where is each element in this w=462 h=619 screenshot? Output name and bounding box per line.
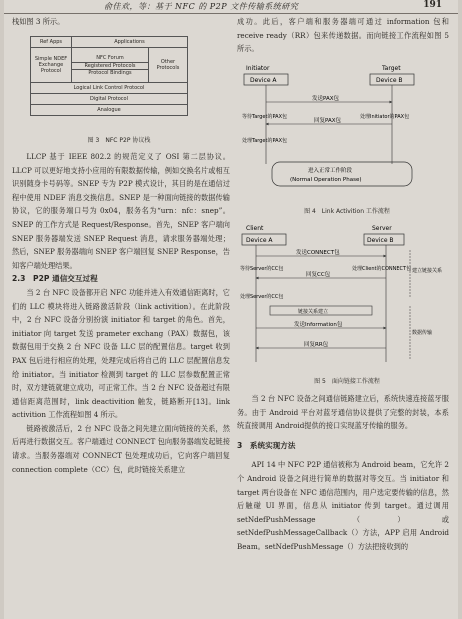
fig3-caption: 图 3 NFC P2P 协议栈 [87, 137, 151, 144]
para-continuation: 成功。此后，客户端和服务器端可通过 information 包和 receive ready（RR）包来传递数据。而向链接工作流程如图 5 所示。 [237, 17, 449, 54]
server-label: Server [372, 225, 392, 232]
intro-line: 栈如图 3 所示。 [12, 17, 65, 26]
reply-rr-label: 回复RR包 [304, 342, 329, 348]
page-header [4, 0, 458, 14]
link-established-label: 链接关系建立 [298, 309, 329, 315]
stack-analogue: Analogue [97, 107, 121, 113]
stack-other-protocols: Other Protocols [156, 59, 180, 71]
client-device-label: Device A [246, 237, 273, 244]
left-intro [12, 15, 230, 29]
section-heading-2-3: 2.3 P2P 通信交互过程 [12, 274, 98, 284]
stack-llcp: Logical Link Control Protocol [73, 85, 145, 91]
para-link-activation: 当 2 台 NFC 设备都开启 NFC 功能并进入有效通信距离时，它们的 LLC 模块将进入链路激活阶段（link activition）。在此阶段中，2 台 NFC 设备分别扮演 initiator 和 target 的角色。首先，initiator 向 target 发送 prameter exchang（PAX）数据包，该数据包用于交换 2 台 NFC 设备 LLC 层的配置信息。target 收到 PAX 包后进行相应的处理，处理完成后将自己的 LLC 层配置信息发给 initiator。当 initiator 检测到 target 的 LLC 层参数配置正常时，双方建链就建立成功，可正常工作。当 2 台 NFC 设备超过有限通信距离范围时，link deactivition 触发，链路断开[13]。link activition 工作流程如图 4 所示。 [12, 287, 230, 420]
para-android-beam: API 14 中 NFC P2P 通信被称为 Android beam，它允许 2 个 Android 设备之间进行简单的数据对等交互。当 initiator 和 target 两台设备在 NFC 通信范围内，用户选定要传输的信息，然后触碰 UI 界面，信息从 initiator 传到 target。通过调用 setNdefPushMessage（）或 setNdefPushMessageCallback（）方法，APP 启用 Android Beam。setNdefPushMessage（）方法把接收到的 [237, 460, 449, 551]
handle-client-connect-label: 处理Client的CONNECT包 [352, 266, 412, 272]
target-label: Target [382, 65, 401, 72]
wait-target-label: 等待Target的PAX包 [242, 114, 288, 120]
right-top [237, 15, 449, 56]
reply-cc-label: 回复CC包 [306, 272, 331, 278]
device-a-label: Device A [250, 77, 277, 84]
reply-pax-label: 回复PAX包 [314, 118, 341, 124]
stack-protocol-bindings: Protocol Bindings [72, 69, 148, 76]
stack-registered-protocols: Registered Protocols [72, 62, 148, 69]
para-bluetooth: 当 2 台 NFC 设备之间通信链路建立后，系统快速连接蓝牙服务。由于 Android 平台对蓝牙通信协议提供了完整的封装，本系统直接调用 Android提供的接口实现蓝牙传输的服务。 [237, 394, 449, 431]
fig5-caption: 图 5 面向链接工作流程 [314, 378, 380, 385]
stack-nfc-forum-label: NFC Forum [96, 55, 124, 61]
send-info-label: 发送Information包 [294, 322, 343, 328]
stack-snep: Simple NDEF Exchange Protocol [31, 48, 72, 82]
right-body [237, 392, 449, 554]
paper-page [4, 0, 458, 619]
client-label: Client [246, 225, 264, 232]
running-title: 俞佳欢，等：基于 NFC 的 P2P 文件传输系统研究 [104, 2, 299, 11]
link-activation-diagram [242, 60, 448, 200]
stack-nfc-forum [72, 48, 149, 82]
server-device-label: Device B [367, 237, 394, 244]
wait-server-cc-label: 等待Server的CC包 [240, 266, 284, 272]
handle-target-label: 处理Target的PAX包 [242, 138, 288, 144]
data-transfer-label: 数据传输 [412, 330, 433, 336]
send-pax-label: 发送PAX包 [312, 96, 339, 102]
device-b-label: Device B [376, 77, 403, 84]
send-connect-label: 发送CONNECT包 [296, 250, 340, 256]
para-llcp: LLCP 基于 IEEE 802.2 的规范定义了 OSI 第二层协议。LLCP 可以更好地支持小应用的有限数据传输，例如交换名片或相互识别随身卡号码等。SNEP 专为 P2P 模式设计，其目的是在通信过程中使用 NDEF 消息交换信息。SNEP 是一种面向链接的数据传输协议，它的服务端口号为 0x04，服务名为“urn：nfc：snep”。SNEP 的工作方式是 Request/Response。首先，SNEP 客户端向 SNEP 服务器端发送 SNEP Request 消息，请求服务器端处理；然后，SNEP 服务器端向 SNEP 客户端回复 SNEP Response，告知客户端处理结果。 [12, 152, 230, 270]
page-number: 191 [423, 0, 442, 10]
left-body [12, 150, 230, 476]
initiator-label: Initiator [246, 65, 270, 72]
stack-ref-apps: Ref Apps [31, 37, 72, 47]
normal-phase-en: (Normal Operation Phase) [290, 177, 362, 183]
connection-oriented-diagram [240, 222, 450, 372]
section-heading-3: 3 系统实现方法 [237, 440, 296, 450]
establish-link-label: 建立链接关系 [412, 268, 443, 274]
normal-phase-cn: 进入正常工作阶段 [308, 168, 353, 174]
nfc-p2p-stack-diagram [30, 36, 188, 116]
handle-initiator-label: 处理Initiator的PAX包 [360, 114, 410, 120]
stack-applications: Applications [114, 39, 145, 45]
stack-digital: Digital Protocol [90, 96, 128, 102]
fig4-caption: 图 4 Link Activition 工作流程 [304, 208, 390, 215]
para-connect: 链路被激活后，2 台 NFC 设备之间先建立面向链接的关系，然后再进行数据交互。客户端通过 CONNECT 包向服务器端发起链接请求。当服务器端对 CONNECT 包处理成功后，它向客户端回复 connection complete（CC）包，此时链接关系建立 [12, 423, 230, 474]
handle-server-cc-label: 处理Server的CC包 [240, 294, 284, 300]
